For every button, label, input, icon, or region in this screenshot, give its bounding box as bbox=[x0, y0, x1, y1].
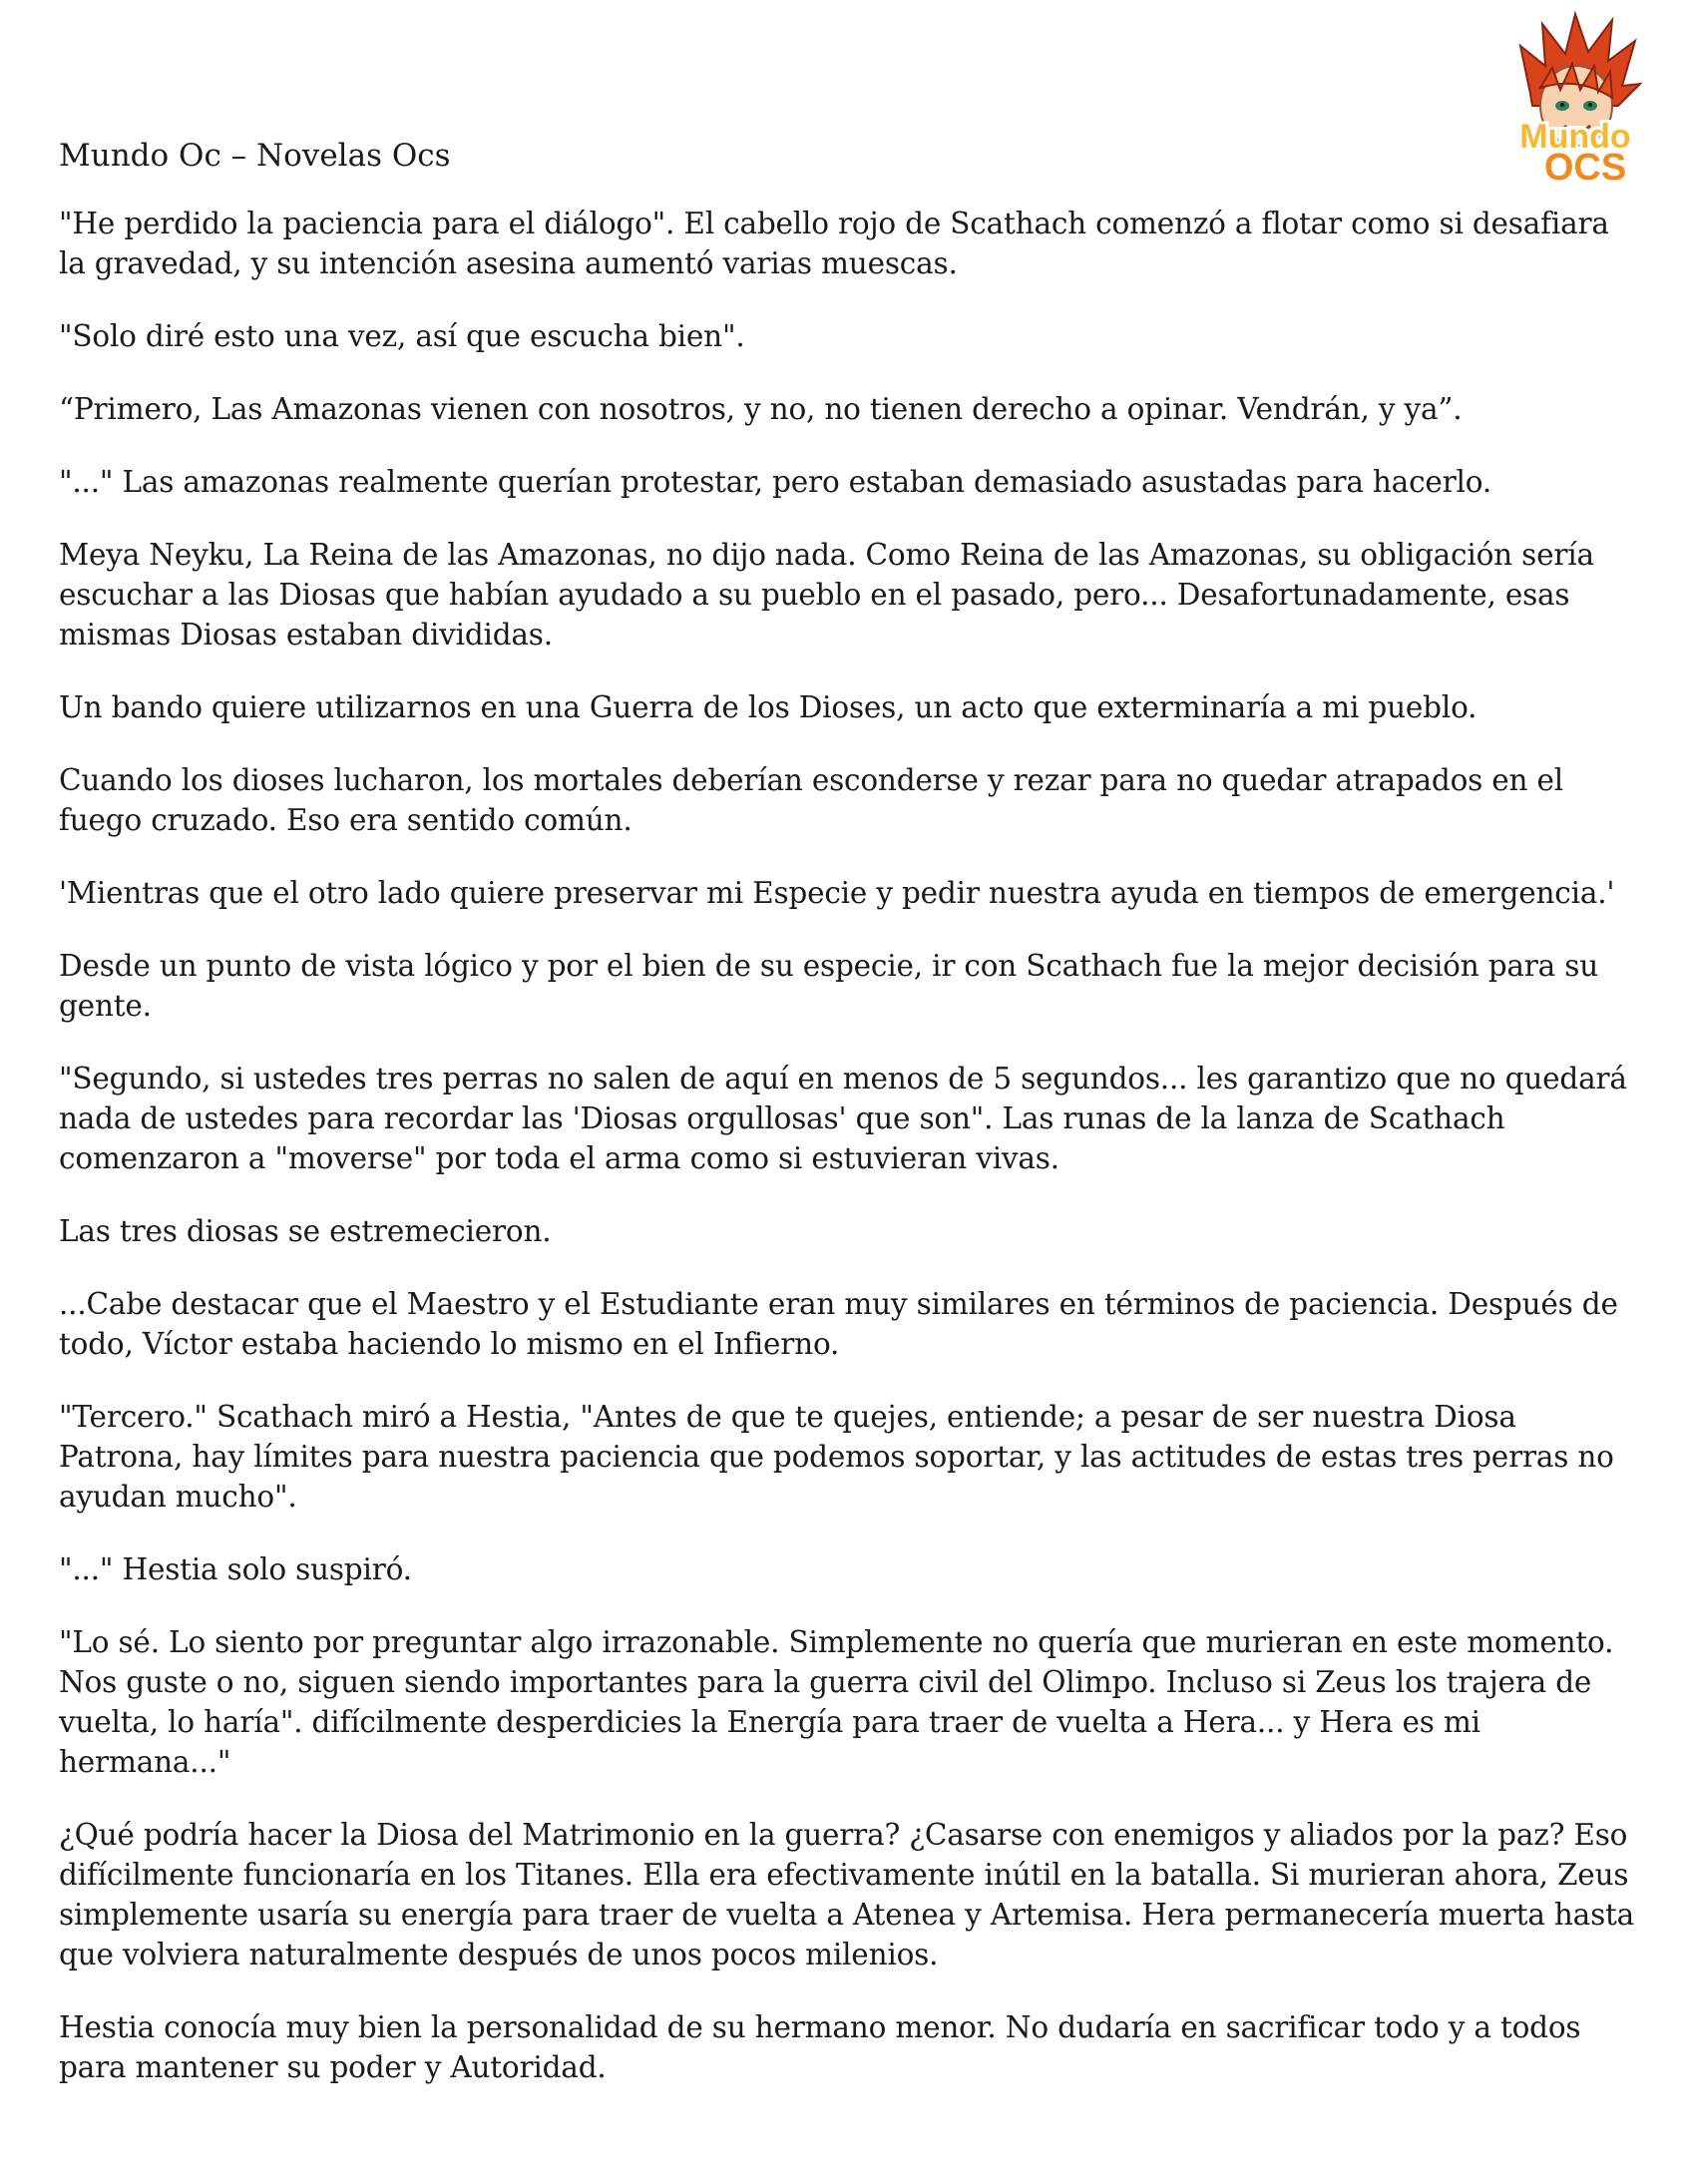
paragraph: Las tres diosas se estremecieron. bbox=[59, 1214, 552, 1248]
paragraph: "Segundo, si ustedes tres perras no salen de aquí en menos de 5 segundos... les garantizo que no quedará nada de ustedes para recordar las 'Diosas orgullosas' que son". Las runas de la lanza de Scathach comenzaron a "moverse" por toda el arma como si estuvieran vivas. bbox=[59, 1062, 1627, 1175]
paragraph: Meya Neyku, La Reina de las Amazonas, no dijo nada. Como Reina de las Amazonas, su obligación sería escuchar a las Diosas que habían ayudado a su pueblo en el pasado, pero... Desafortunadamente, esas mismas Diosas estaban divididas. bbox=[59, 538, 1594, 652]
paragraph: 'Mientras que el otro lado quiere preservar mi Especie y pedir nuestra ayuda en tiempos de emergencia.' bbox=[59, 876, 1615, 910]
paragraph: Desde un punto de vista lógico y por el bien de su especie, ir con Scathach fue la mejor decisión para su gente. bbox=[59, 949, 1598, 1023]
paragraph: "Solo diré esto una vez, así que escucha bien". bbox=[59, 319, 745, 353]
paragraph: Un bando quiere utilizarnos en una Guerra de los Dioses, un acto que exterminaría a mi pueblo. bbox=[59, 690, 1477, 724]
paragraph: "Tercero." Scathach miró a Hestia, "Antes de que te quejes, entiende; a pesar de ser nuestra Diosa Patrona, hay límites para nuestra paciencia que podemos soportar, y las actitudes de estas tres perras no ayudan mucho". bbox=[59, 1400, 1614, 1514]
story-body bbox=[59, 204, 1635, 2120]
page-header: Mundo Oc – Novelas Ocs bbox=[59, 138, 451, 174]
paragraph: "He perdido la paciencia para el diálogo". El cabello rojo de Scathach comenzó a flotar como si desafiara la gravedad, y su intención asesina aumentó varias muescas. bbox=[59, 207, 1609, 280]
logo-text-ocs: OCS bbox=[1543, 147, 1627, 188]
paragraph: ...Cabe destacar que el Maestro y el Estudiante eran muy similares en términos de paciencia. Después de todo, Víctor estaba haciendo lo mismo en el Infierno. bbox=[59, 1287, 1618, 1361]
paragraph: ¿Qué podría hacer la Diosa del Matrimonio en la guerra? ¿Casarse con enemigos y aliados por la paz? Eso difícilmente funcionaría en los Titanes. Ella era efectivamente inútil en la batalla. Si murieran ahora, Zeus simplemente usaría su energía para traer de vuelta a Atenea y Artemisa. Hera permanecería muerta hasta que volviera naturalmente después de unos pocos milenios. bbox=[59, 1818, 1635, 1971]
paragraph: “Primero, Las Amazonas vienen con nosotros, y no, no tienen derecho a opinar. Vendrán, y ya”. bbox=[59, 392, 1463, 426]
paragraph: "..." Las amazonas realmente querían protestar, pero estaban demasiado asustadas para hacerlo. bbox=[59, 465, 1492, 499]
logo-text-mundo: Mundo bbox=[1519, 118, 1631, 156]
paragraph: Cuando los dioses lucharon, los mortales deberían esconderse y rezar para no quedar atrapados en el fuego cruzado. Eso era sentido común. bbox=[59, 763, 1563, 837]
paragraph: Hestia conocía muy bien la personalidad de su hermano menor. No dudaría en sacrificar todo y a todos para mantener su poder y Autoridad. bbox=[59, 2010, 1581, 2084]
mundo-ocs-logo bbox=[1490, 6, 1660, 188]
paragraph: "..." Hestia solo suspiró. bbox=[59, 1552, 412, 1586]
paragraph: "Lo sé. Lo siento por preguntar algo irrazonable. Simplemente no quería que murieran en este momento. Nos guste o no, siguen siendo importantes para la guerra civil del Olimpo. Incluso si Zeus los trajera de vuelta, lo haría". difícilmente desperdicies la Energía para traer de vuelta a Hera... y Hera es mi hermana..." bbox=[59, 1625, 1614, 1779]
